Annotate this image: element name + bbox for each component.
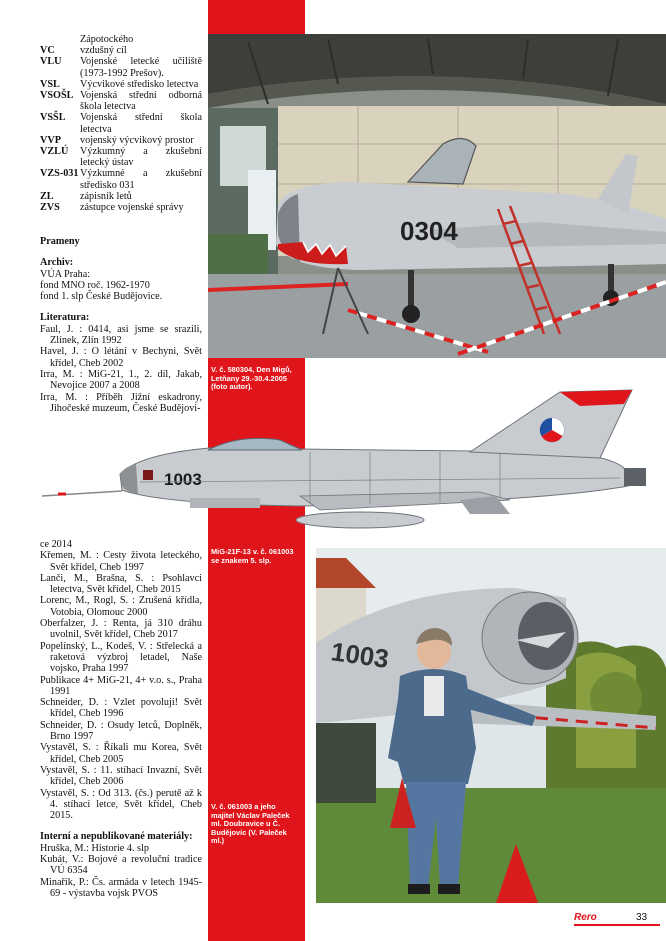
abbreviation-list [40, 34, 202, 213]
abbreviation-meaning: zápisník letů [80, 190, 132, 202]
literature-entry: Lanči, M., Brašna, S. : Psohlavci letectva, Svět křídel, Cheb 2015 [40, 572, 202, 596]
literature-entry: Vystavěl, S. : Od 313. (čs.) perutě až k 4. stíhací letce, Svět křídel, Cheb 2015. [40, 787, 202, 822]
abbreviation-row [40, 45, 202, 56]
abbreviation-key: VSL [40, 78, 60, 90]
abbreviation-row [40, 90, 202, 112]
abbreviation-row [40, 112, 202, 134]
abbreviation-meaning: Výcvikové středisko letectva [80, 78, 199, 90]
abbreviation-key: VSŠL [40, 112, 66, 124]
abbreviation-key: VSOŠL [40, 90, 74, 102]
hangar-photo [208, 34, 666, 358]
archive-line: fond 1. slp České Budějovice. [40, 291, 163, 303]
literature-entry: Vystavěl, S. : Říkali mu Korea, Svět křídel, Cheb 2005 [40, 742, 202, 765]
abbreviation-row [40, 202, 202, 213]
internal-entry: Minařík, P.: Čs. armáda v letech 1945-69 - výstavba vojsk PVOS [40, 876, 202, 899]
abbreviation-key: VZLÚ [40, 146, 69, 158]
literature-entry: Oberfalzer, J. : Renta, já 310 dráhu uvolnil, Svět křídel, Cheb 2017 [40, 618, 202, 641]
internal-entry: Kubát, V.: Bojové a revoluční tradice VÚ 6354 [40, 854, 202, 877]
abbreviation-key [40, 34, 80, 45]
profile-number: 1003 [164, 470, 202, 489]
caption-owner-photo: V. č. 061003 a jeho majitel Václav Paleček ml. Doubravice u Č. Budějovic (V. Paleček ml.) [211, 802, 290, 846]
abbreviation-meaning: Výzkumné a zkušební středisko 031 [80, 168, 202, 191]
abbreviation-key: VLU [40, 56, 62, 68]
literature-entry: Schneider, D. : Osudy letců, Doplněk, Brno 1997 [40, 719, 202, 743]
abbreviation-meaning: Výzkumný a zkušební letecký ústav [80, 146, 202, 169]
archive-line: VÚA Praha: [40, 268, 91, 280]
abbreviation-row [40, 79, 202, 90]
literature-heading: Literatura: [40, 312, 90, 324]
magazine-logo: Rero [574, 912, 597, 923]
abbreviation-row [40, 56, 202, 78]
literature-entry: Irra, M. : Příběh Jižní eskadrony, Jihočeské muzeum, České Budějovi- [40, 391, 202, 414]
abbreviation-row [40, 146, 202, 168]
abbreviation-key: ZL [40, 190, 54, 202]
abbreviation-meaning: Zápotockého [80, 34, 134, 45]
abbreviation-meaning: Vojenské letecké učiliště (1973-1992 Prešov). [80, 56, 202, 79]
literature-entry: Popelínský, L., Kodeš, V. : Střelecká a raketová výzbroj letadel, Naše vojsko, Praha 1997 [40, 640, 202, 675]
literature-entry: ce 2014 [40, 539, 72, 550]
sources-heading: Prameny [40, 236, 80, 247]
literature-entry: Faul, J. : 0414, asi jsme se srazili, Zlínek, Zlín 1992 [40, 323, 202, 347]
literature-entry: Lorenc, M., Rogl, S. : Zrušená křídla, Votobia, Olomouc 2000 [40, 595, 202, 618]
caption-profile: MiG-21F-13 v. č. 061003 se znakem 5. slp. [211, 547, 294, 565]
abbreviation-row [40, 135, 202, 146]
footer-rule [574, 924, 660, 926]
abbreviation-meaning: vojenský výcvikový prostor [80, 134, 194, 146]
abbreviation-key: ZVS [40, 202, 60, 214]
literature-entry: Schneider, D. : Vzlet povoluji! Svět křídel, Cheb 1996 [40, 697, 202, 720]
caption-hangar-photo: V. č. 580304, Den Migů, Letňany 29.-30.4.2005 (foto autor). [211, 365, 292, 392]
aircraft-profile-illustration [40, 386, 666, 536]
fuselage-number: 0304 [400, 216, 458, 246]
abbreviation-row [40, 191, 202, 202]
internal-materials-heading: Interní a nepublikované materiály: [40, 831, 193, 843]
abbreviation-meaning: zástupce vojenské správy [80, 202, 184, 214]
archive-line: fond MNO roč. 1962-1970 [40, 279, 150, 291]
abbreviation-meaning: Vojenská střední odborná škola letectva [80, 90, 202, 113]
archive-heading: Archiv: [40, 257, 74, 269]
page-number: 33 [636, 912, 648, 923]
literature-entry: Havel, J. : O létání v Bechyni, Svět křídel, Cheb 2002 [40, 346, 202, 369]
abbreviation-row [40, 168, 202, 190]
abbreviation-key: VC [40, 45, 55, 57]
abbreviation-key: VZS-031 [40, 168, 79, 180]
literature-entry: Irra, M. : MiG-21, 1., 2. díl, Jakab, Nevojice 2007 a 2008 [40, 368, 202, 392]
literature-entry: Vystavěl, S. : 11. stíhací Invazní, Svět křídel, Cheb 2006 [40, 764, 202, 788]
abbreviation-key: VVP [40, 134, 61, 146]
photo2-number: 1003 [329, 636, 391, 674]
abbreviation-row [40, 34, 202, 45]
owner-photo [316, 548, 666, 903]
literature-entry: Křemen, M. : Cesty života leteckého, Svět křídel, Cheb 1997 [40, 550, 202, 573]
internal-entry: Hruška, M.: Historie 4. slp [40, 842, 149, 854]
abbreviation-meaning: vzdušný cíl [80, 45, 127, 57]
abbreviation-meaning: Vojenská střední škola letectva [80, 112, 202, 135]
sources-bottom [40, 539, 202, 899]
literature-entry: Publikace 4+ MiG-21, 4+ v.o. s., Praha 1991 [40, 674, 202, 697]
